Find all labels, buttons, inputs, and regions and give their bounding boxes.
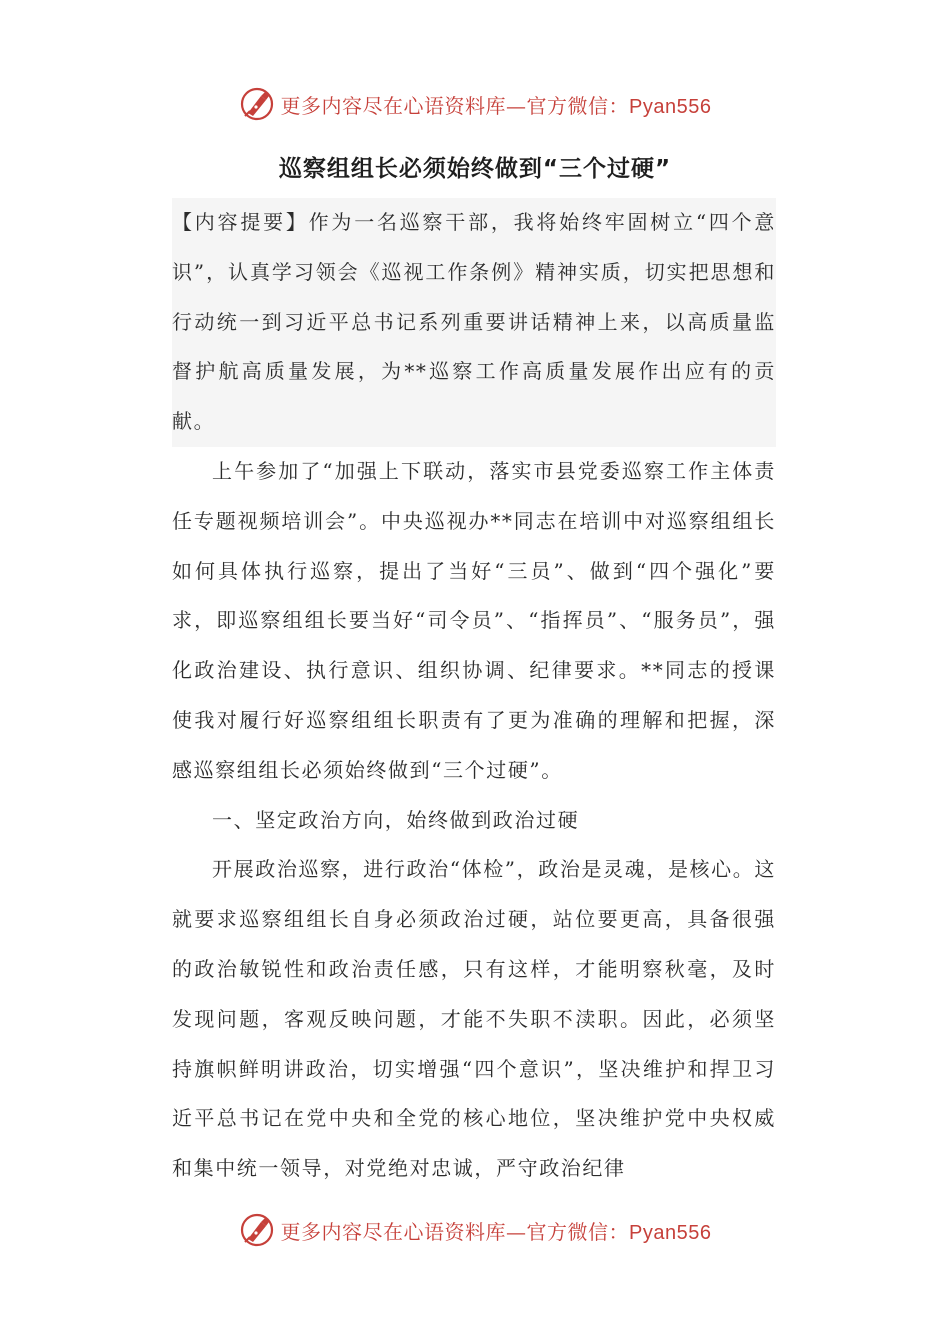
pen-nib-logo-icon <box>239 1212 275 1248</box>
banner-slogan: 更多内容尽在心语资料库 <box>280 1219 507 1244</box>
document-body <box>172 198 776 1194</box>
body-paragraph-2: 开展政治巡察，进行政治“体检”，政治是灵魂，是核心。这就要求巡察组组长自身必须政治过硬，站位要更高，具备很强的政治敏锐性和政治责任感，只有这样，才能明察秋毫，及时发现问题，客观反映问题，才能不失职不渎职。因此，必须坚持旗帜鲜明讲政治，切实增强“四个意识”，坚决维护和捍卫习近平总书记在党中央和全党的核心地位，坚决维护党中央权威和集中统一领导，对党绝对忠诚，严守政治纪律 <box>172 857 776 1181</box>
banner-dash: — <box>506 93 527 118</box>
banner-wechat-id: Pyan556 <box>629 1221 712 1244</box>
banner-wechat-label: 官方微信： <box>526 1219 630 1244</box>
banner-text <box>281 1216 712 1245</box>
abstract-text: 作为一名巡察干部，我将始终牢固树立“四个意识”，认真学习领会《巡视工作条例》精神实质，切实把思想和行动统一到习近平总书记系列重要讲话精神上来，以高质量监督护航高质量发展，为**巡察工作高质量发展作出应有的贡献。 <box>172 210 776 434</box>
document-title: 巡察组组长必须始终做到“三个过硬” <box>278 156 672 182</box>
header-banner <box>0 84 950 124</box>
banner-content <box>239 1212 712 1248</box>
banner-dash: — <box>506 1219 527 1244</box>
abstract-paragraph <box>172 198 776 447</box>
section-heading-1: 一、坚定政治方向，始终做到政治过硬 <box>212 807 580 832</box>
banner-slogan: 更多内容尽在心语资料库 <box>280 93 507 118</box>
body-paragraph-1: 上午参加了“加强上下联动，落实市县党委巡察工作主体责任专题视频培训会”。中央巡视办**同志在培训中对巡察组组长如何具体执行巡察，提出了当好“三员”、做到“四个强化”要求，即巡察组组长要当好“司令员”、“指挥员”、“服务员”，强化政治建设、执行意识、组织协调、纪律要求。**同志的授课使我对履行好巡察组组长职责有了更为准确的理解和把握，深感巡察组组长必须始终做到“三个过硬”。 <box>172 458 776 782</box>
footer-banner <box>0 1210 950 1250</box>
banner-wechat-id: Pyan556 <box>629 95 712 118</box>
banner-content <box>239 86 712 122</box>
pen-nib-logo-icon <box>239 86 275 122</box>
banner-text <box>281 90 712 119</box>
banner-wechat-label: 官方微信： <box>526 93 630 118</box>
abstract-label: 【内容提要】 <box>172 210 309 234</box>
